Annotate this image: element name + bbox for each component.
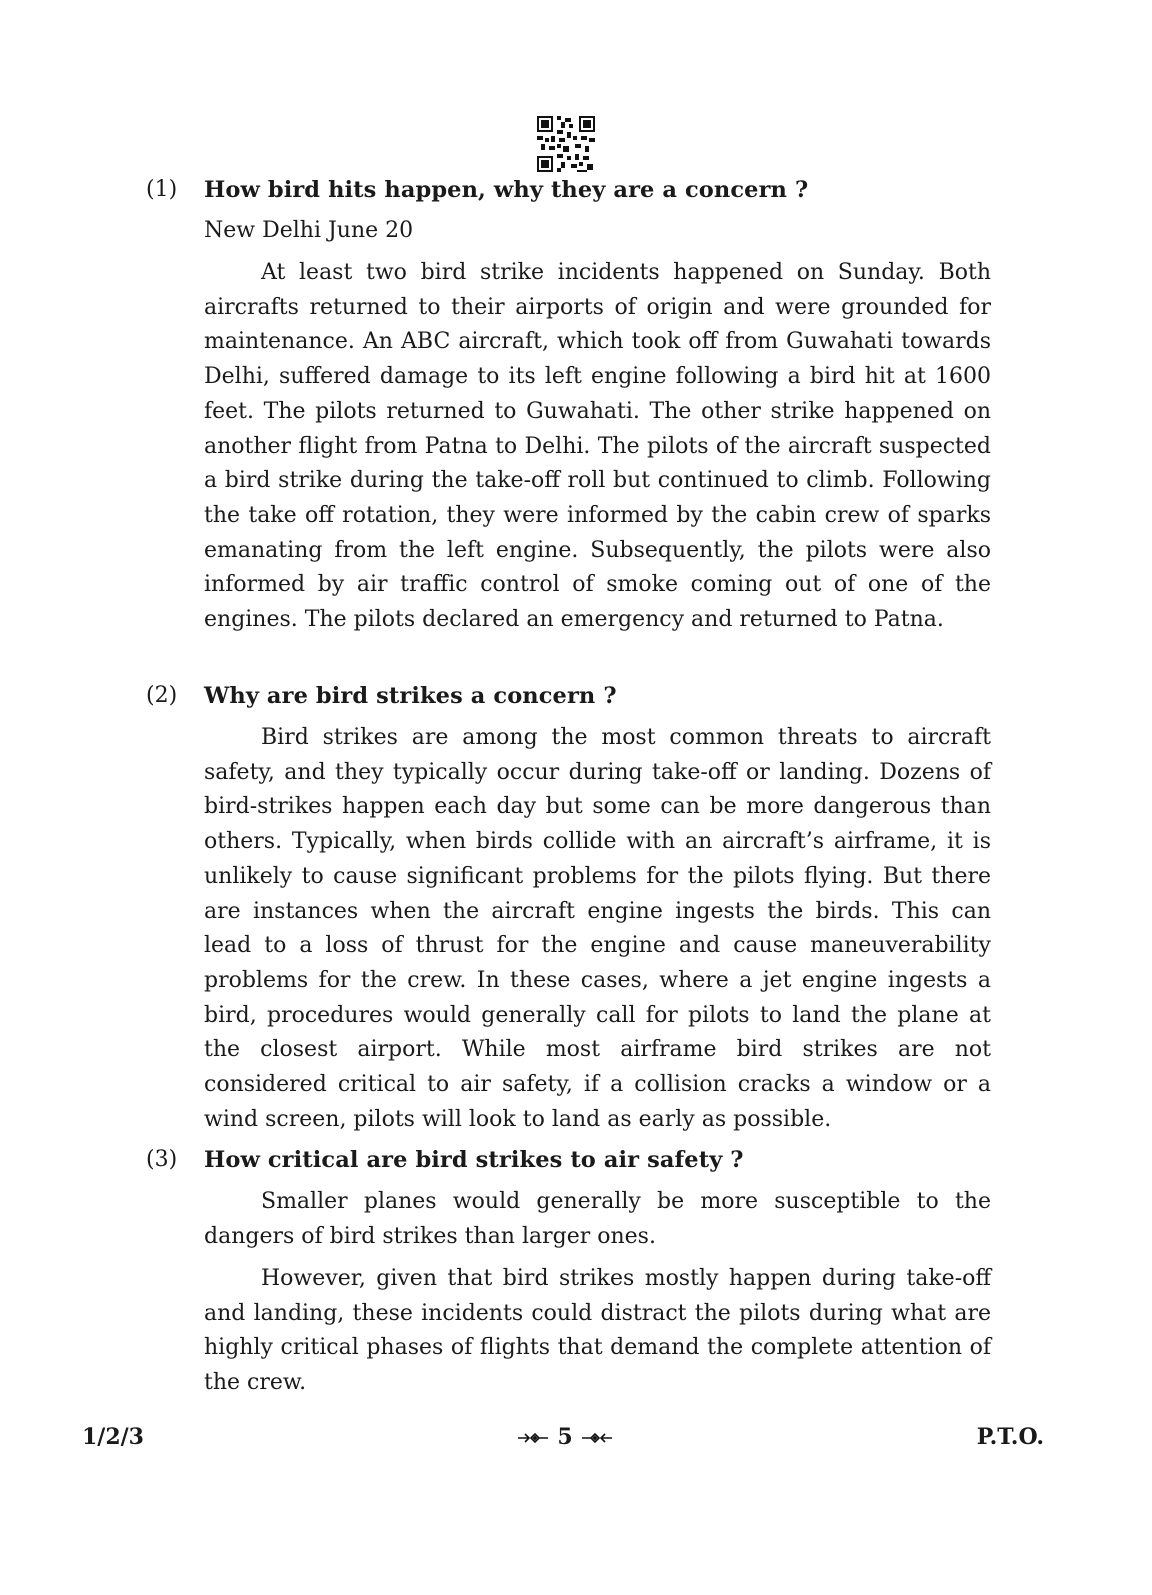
qr-code-icon: [537, 116, 595, 172]
section-heading: Why are bird strikes a concern ?: [204, 683, 617, 709]
section-number: (3): [146, 1147, 178, 1172]
page-footer: [0, 1420, 1152, 1454]
paragraph: Smaller planes would generally be more susceptible to the dangers of bird strikes than larger ones.: [204, 1189, 991, 1249]
paragraph: Bird strikes are among the most common threats to aircraft safety, and they typically occur during take-off or landing. Dozens of bird-strikes happen each day but some can be more dangerous than others. Typically, when birds collide with an aircraft’s airframe, it is unlikely to cause significant problems for the pilots flying. But there are instances when the aircraft engine ingests the birds. This can lead to a loss of thrust for the engine and cause maneuverability problems for the crew. In these cases, where a jet engine ingests a bird, procedures would generally call for pilots to land the plane at the closest airport. While most airframe bird strikes are not considered critical to air safety, if a collision cracks a window or a wind screen, pilots will look to land as early as possible.: [204, 725, 991, 1132]
page-number-group: [508, 1420, 622, 1454]
section-heading: How critical are bird strikes to air safety ?: [204, 1147, 744, 1173]
pto-label: P.T.O.: [976, 1424, 1044, 1450]
section-number: (2): [146, 683, 178, 708]
page-number: 5: [557, 1424, 573, 1450]
section-heading: How bird hits happen, why they are a concern ?: [204, 177, 809, 203]
ornament-right-icon: [581, 1432, 613, 1444]
ornament-left-icon: [517, 1432, 549, 1444]
section-number: (1): [146, 177, 178, 202]
paragraph: At least two bird strike incidents happened on Sunday. Both aircrafts returned to their airports of origin and were grounded for maintenance. An ABC aircraft, which took off from Guwahati towards Delhi, suffered damage to its left engine following a bird hit at 1600 feet. The pilots returned to Guwahati. The other strike happened on another flight from Patna to Delhi. The pilots of the aircraft suspected a bird strike during the take-off roll but continued to climb. Following the take off rotation, they were informed by the cabin crew of sparks emanating from the left engine. Subsequently, the pilots were also informed by air traffic control of smoke coming out of one of the engines. The pilots declared an emergency and returned to Patna.: [204, 260, 991, 633]
paragraph: However, given that bird strikes mostly happen during take-off and landing, these incidents could distract the pilots during what are highly critical phases of flights that demand the complete attention of the crew.: [204, 1266, 991, 1396]
dateline: New Delhi June 20: [204, 218, 414, 243]
paper-code: 1/2/3: [82, 1424, 144, 1450]
